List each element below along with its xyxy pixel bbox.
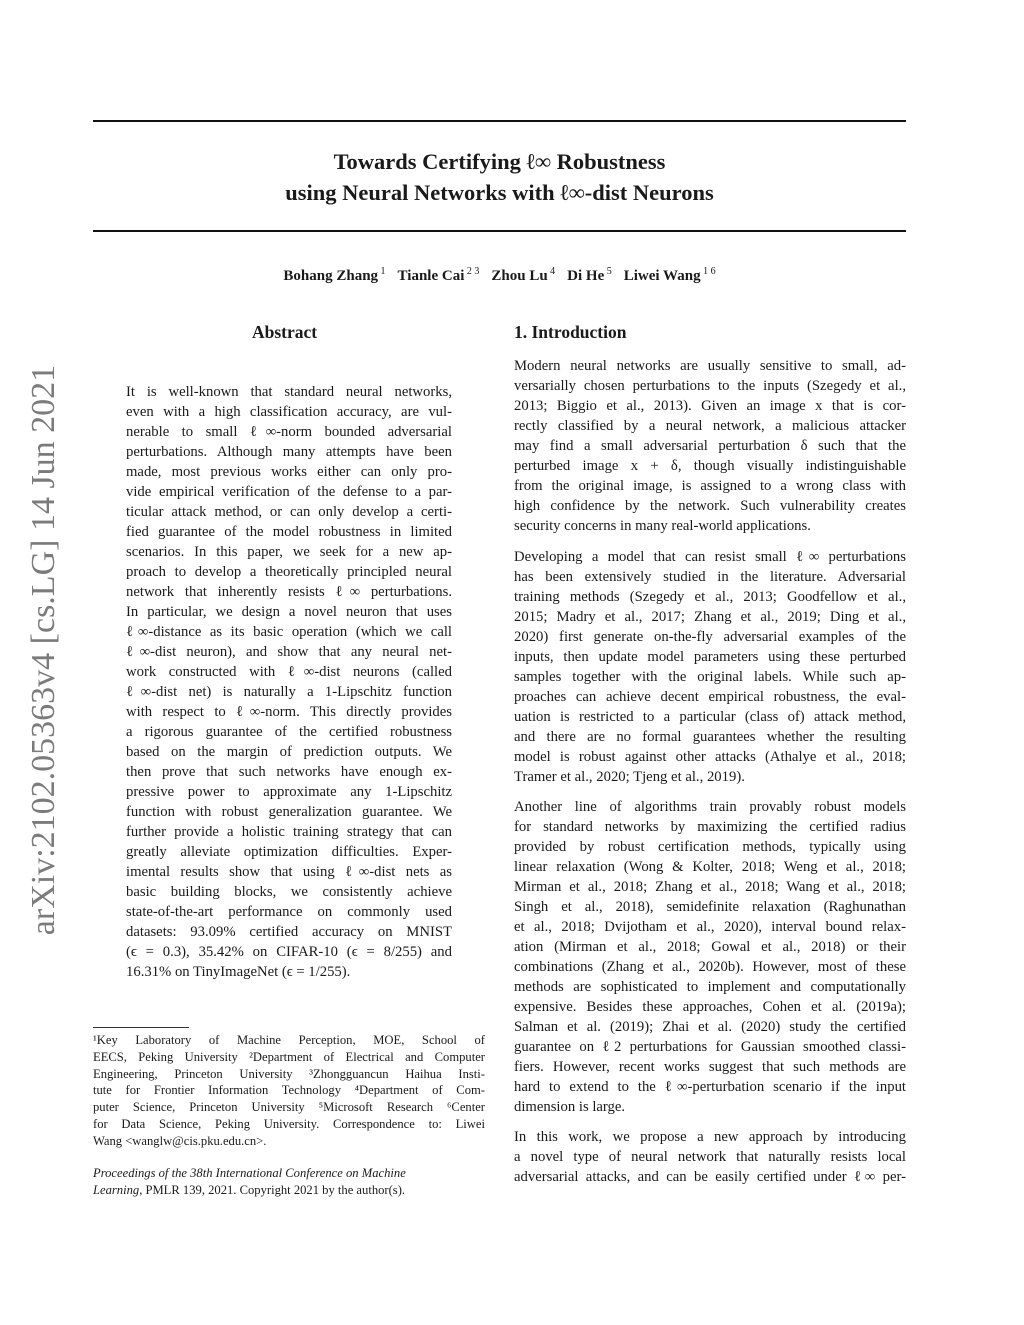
- author: [398, 268, 480, 284]
- text-line: greatly alleviate optimization difficulties. Exper-: [126, 844, 452, 860]
- text-line: further provide a holistic training strategy that can: [126, 824, 452, 840]
- text-line: basic building blocks, we consistently achieve: [126, 884, 452, 900]
- text-line: In particular, we design a novel neuron that uses: [126, 604, 452, 620]
- author-affiliation: 1 6: [700, 266, 716, 277]
- text-line: Salman et al. (2019); Zhai et al. (2020) study the certified: [514, 1019, 906, 1035]
- text-line: scenarios. In this paper, we seek for a new ap-: [126, 544, 452, 560]
- author-affiliation: 4: [547, 266, 556, 277]
- author: [624, 268, 716, 284]
- text-line: combinations (Zhang et al., 2020b). However, most of these: [514, 959, 906, 975]
- text-line: model is robust against other attacks (Athalye et al., 2018;: [514, 749, 906, 765]
- text-line: proach to develop a theoretically principled neural: [126, 564, 452, 580]
- text-line: state-of-the-art performance on commonly used: [126, 904, 452, 920]
- text-line: Engineering, Princeton University ³Zhongguancun Haihua Insti-: [93, 1066, 485, 1081]
- text-line: ation (Mirman et al., 2018; Gowal et al., 2018) or their: [514, 939, 906, 955]
- text-line: training methods (Szegedy et al., 2013; Goodfellow et al.,: [514, 589, 906, 605]
- title-line-2: using Neural Networks with ℓ∞-dist Neurons: [285, 180, 714, 205]
- text-line: nerable to small ℓ∞-norm bounded adversarial: [126, 424, 452, 440]
- author-affiliation: 2 3: [464, 266, 480, 277]
- text-line: pressive power to approximate any 1-Lipschitz: [126, 784, 452, 800]
- text-line: expensive. Besides these approaches, Cohen et al. (2019a);: [514, 999, 906, 1015]
- author-name: Tianle Cai: [397, 268, 465, 284]
- text-line: ℓ∞-dist neuron), and show that any neural net-: [126, 644, 452, 660]
- text-line: samples together with the original labels. While such ap-: [514, 669, 906, 685]
- author-list: [93, 266, 906, 285]
- text-line: fied guarantee of the model robustness in limited: [126, 524, 452, 540]
- text-line: uation is restricted to a particular (class of) attack method,: [514, 709, 906, 725]
- text-line: perturbations. Although many attempts have been: [126, 444, 452, 460]
- text-line: guarantee on ℓ2 perturbations for Gaussian smoothed classi-: [514, 1039, 906, 1055]
- text-line: high confidence by the network. Such vulnerability creates: [514, 498, 906, 514]
- author: [491, 268, 555, 284]
- text-line: function with robust generalization guarantee. We: [126, 804, 452, 820]
- text-line: 2015; Madry et al., 2017; Zhang et al., 2019; Ding et al.,: [514, 609, 906, 625]
- intro-paragraph-2: [514, 547, 906, 787]
- text-line: (ϵ = 0.3), 35.42% on CIFAR-10 (ϵ = 8/255) and: [126, 944, 452, 960]
- text-line: for standard networks by maximizing the certified radius: [514, 819, 906, 835]
- text-line: ¹Key Laboratory of Machine Perception, MOE, School of: [93, 1033, 485, 1047]
- text-line: from the original image, is assigned to a wrong class with: [514, 478, 906, 494]
- text-line: Wang <wanglw@cis.pku.edu.cn>.: [93, 1133, 267, 1148]
- text-line: 16.31% on TinyImageNet (ϵ = 1/255).: [126, 964, 351, 980]
- intro-paragraph-1: [514, 356, 906, 536]
- text-line: has been extensively studied in the literature. Adversarial: [514, 569, 906, 585]
- text-line: for Data Science, Peking University. Correspondence to: Liwei: [93, 1116, 485, 1131]
- author-name: Bohang Zhang: [283, 268, 379, 284]
- text-line: and there are no formal guarantees whether the resulting: [514, 729, 906, 745]
- text-line: security concerns in many real-world applications.: [514, 518, 811, 534]
- text-line: then prove that such networks have enough ex-: [126, 764, 452, 780]
- text-line: proaches can achieve decent empirical robustness, the eval-: [514, 689, 906, 705]
- text-line: Another line of algorithms train provably robust models: [514, 799, 906, 815]
- text-line: dimension is large.: [514, 1099, 626, 1115]
- title-line-1: Towards Certifying ℓ∞ Robustness: [333, 149, 666, 174]
- text-line: perturbed image x + δ, though visually indistinguishable: [514, 458, 906, 474]
- text-line: EECS, Peking University ²Department of Electrical and Computer: [93, 1049, 485, 1064]
- text-line: rectly classified by a neural network, a malicious attacker: [514, 418, 906, 434]
- text-line: imental results show that using ℓ∞-dist nets as: [126, 864, 452, 880]
- abstract-body: [126, 382, 452, 982]
- text-line: Tramer et al., 2020; Tjeng et al., 2019).: [514, 769, 745, 785]
- text-line: vide empirical verification of the defense to a par-: [126, 484, 452, 500]
- author-name: Di He: [567, 268, 605, 284]
- text-line: fiers. However, recent works suggest that such methods are: [514, 1059, 906, 1075]
- author-name: Liwei Wang: [623, 268, 701, 284]
- proceedings-note: [93, 1165, 485, 1199]
- footnote-rule: [93, 1027, 189, 1028]
- text-line: a rigorous guarantee of the certified robustness: [126, 724, 452, 740]
- intro-paragraph-3: [514, 797, 906, 1117]
- text-line: It is well-known that standard neural networks,: [126, 384, 452, 400]
- text-line: even with a high classification accuracy, are vul-: [126, 404, 452, 420]
- text-line: et al., 2018; Dvijotham et al., 2020), interval bound relax-: [514, 919, 906, 935]
- author-affiliation: 5: [604, 266, 612, 277]
- text-line: In this work, we propose a new approach by introducing: [514, 1129, 906, 1145]
- text-line: linear relaxation (Wong & Kolter, 2018; Weng et al., 2018;: [514, 859, 906, 875]
- text-line: based on the margin of prediction outputs. We: [126, 744, 452, 760]
- text-line: ℓ∞-distance as its basic operation (which we call: [126, 624, 452, 640]
- text-line: made, most previous works either can only pro-: [126, 464, 452, 480]
- text-line: work constructed with ℓ∞-dist neurons (called: [126, 664, 452, 680]
- intro-paragraph-4: [514, 1127, 906, 1187]
- text-line: versarially chosen perturbations to the inputs (Szegedy et al.,: [514, 378, 906, 394]
- text-line: adversarial attacks, and can be easily certified under ℓ∞ per-: [514, 1169, 906, 1185]
- text-line: Modern neural networks are usually sensitive to small, ad-: [514, 358, 906, 374]
- text-line: ticular attack method, or can only develop a certi-: [126, 504, 452, 520]
- text-line: Singh et al., 2018), semidefinite relaxation (Raghunathan: [514, 899, 906, 915]
- author: [283, 268, 385, 284]
- abstract-heading: Abstract: [252, 322, 318, 342]
- title-rule-bottom: [93, 230, 906, 232]
- arxiv-stamp: arXiv:2102.05363v4 [cs.LG] 14 Jun 2021: [25, 364, 62, 936]
- text-line: a novel type of neural network that naturally resists local: [514, 1149, 906, 1165]
- text-line: Developing a model that can resist small ℓ∞ perturbations: [514, 549, 906, 565]
- text-line: datasets: 93.09% certified accuracy on MNIST: [126, 924, 452, 940]
- text-line: with respect to ℓ∞-norm. This directly provides: [126, 704, 452, 720]
- affiliations-footnote: [93, 1032, 485, 1150]
- text-line: tute for Frontier Information Technology ⁴Department of Com-: [93, 1083, 485, 1098]
- author-affiliation: 1: [378, 266, 386, 277]
- introduction-heading: 1. Introduction: [514, 322, 627, 342]
- proceedings-line-2: Learning, PMLR 139, 2021. Copyright 2021 by the author(s).: [93, 1183, 406, 1197]
- text-line: hard to extend to the ℓ∞-perturbation scenario if the input: [514, 1079, 906, 1095]
- author-name: Zhou Lu: [491, 268, 548, 284]
- text-line: 2013; Biggio et al., 2013). Given an image x that is cor-: [514, 398, 906, 414]
- text-line: inputs, then update model parameters using these perturbed: [514, 649, 906, 665]
- text-line: 2020) first generate on-the-fly adversarial examples of the: [514, 629, 906, 645]
- text-line: may find a small adversarial perturbation δ such that the: [514, 438, 906, 454]
- text-line: provided by robust certification methods, typically using: [514, 839, 906, 855]
- text-line: Mirman et al., 2018; Zhang et al., 2018; Wang et al., 2018;: [514, 879, 906, 895]
- author: [567, 268, 612, 284]
- text-line: ℓ∞-dist net) is naturally a 1-Lipschitz function: [126, 684, 452, 700]
- text-line: network that inherently resists ℓ∞ perturbations.: [126, 584, 452, 600]
- paper-title: [93, 146, 906, 208]
- text-line: methods are sophisticated to implement and computationally: [514, 979, 906, 995]
- proceedings-line-1: Proceedings of the 38th International Conference on Machine: [93, 1166, 406, 1180]
- text-line: puter Science, Princeton University ⁵Microsoft Research ⁶Center: [93, 1100, 485, 1115]
- title-rule-top: [93, 120, 906, 122]
